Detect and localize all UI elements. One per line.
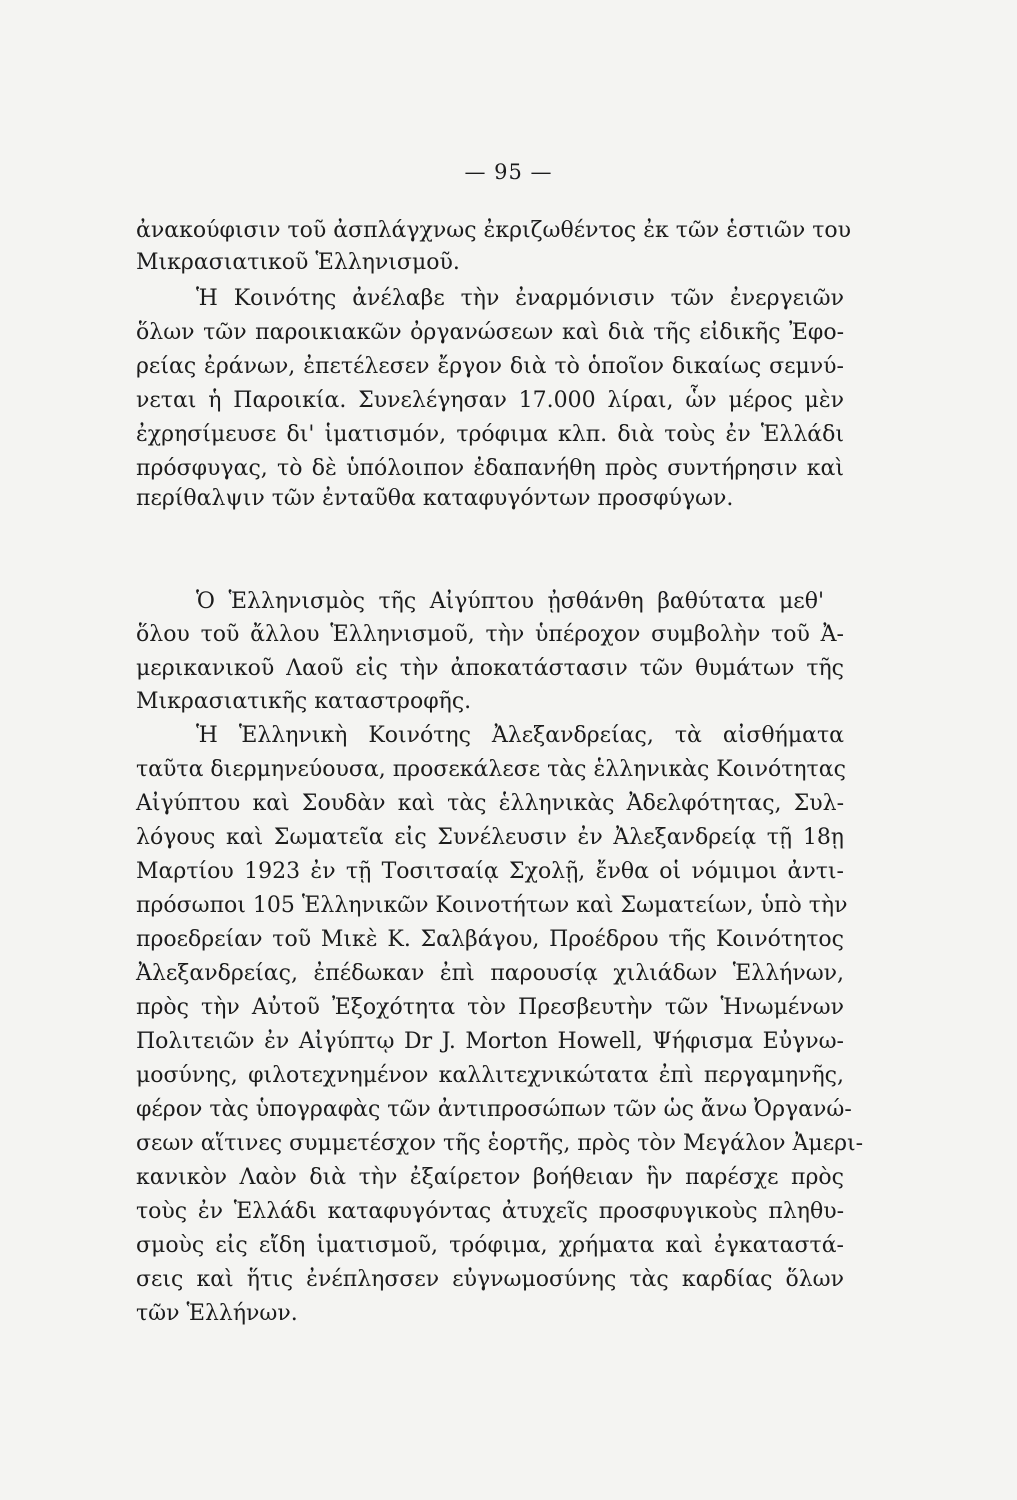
text-line: σεις καὶ ἥτις ἐνέπλησσεν εὐγνωμοσύνης τὰς καρδίας ὅλων	[136, 1267, 844, 1292]
text-line: ὅλου τοῦ ἄλλου Ἑλληνισμοῦ, τὴν ὑπέροχον συμβολὴν τοῦ Ἀ-	[136, 622, 844, 647]
text-line: ρείας ἐράνων, ἐπετέλεσεν ἔργον διὰ τὸ ὁποῖον δικαίως σεμνύ-	[136, 354, 844, 379]
text-line: Πολιτειῶν ἐν Αἰγύπτῳ Dr J. Morton Howell, Ψήφισμα Εὐγνω-	[136, 1029, 844, 1054]
text-line: Μικρασιατικῆς καταστροφῆς.	[136, 689, 472, 714]
text-line: μερικανικοῦ Λαοῦ εἰς τὴν ἀποκατάστασιν τῶν θυμάτων τῆς	[136, 656, 844, 681]
text-line: ἐχρησίμευσε δι' ἱματισμόν, τρόφιμα κλπ. διὰ τοὺς ἐν Ἑλλάδι	[136, 422, 844, 447]
text-line: Ἀλεξανδρείας, ἐπέδωκαν ἐπὶ παρουσίᾳ χιλιάδων Ἑλλήνων,	[136, 961, 844, 986]
text-line: Ἡ Ἑλληνικὴ Κοινότης Ἀλεξανδρείας, τὰ αἰσθήματα	[196, 723, 844, 748]
text-line: νεται ἡ Παροικία. Συνελέγησαν 17.000 λίραι, ὧν μέρος μὲν	[136, 388, 844, 413]
text-line: κανικὸν Λαὸν διὰ τὴν ἐξαίρετον βοήθειαν ἣν παρέσχε πρὸς	[136, 1165, 844, 1190]
text-line: Μαρτίου 1923 ἐν τῇ Τοσιτσαίᾳ Σχολῇ, ἔνθα οἱ νόμιμοι ἀντι-	[136, 859, 844, 884]
text-line: Μικρασιατικοῦ Ἑλληνισμοῦ.	[136, 250, 460, 275]
text-line: τῶν Ἑλλήνων.	[136, 1301, 298, 1326]
text-line: τοὺς ἐν Ἑλλάδι καταφυγόντας ἀτυχεῖς προσφυγικοὺς πληθυ-	[136, 1199, 844, 1224]
text-line: Ὁ Ἑλληνισμὸς τῆς Αἰγύπτου ᾐσθάνθη βαθύτατα μεθ'	[196, 589, 824, 614]
text-line: Αἰγύπτου καὶ Σουδὰν καὶ τὰς ἑλληνικὰς Ἀδελφότητας, Συλ-	[136, 791, 844, 816]
text-line: σμοὺς εἰς εἴδη ἱματισμοῦ, τρόφιμα, χρήματα καὶ ἐγκαταστά-	[136, 1233, 844, 1258]
text-line: φέρον τὰς ὑπογραφὰς τῶν ἀντιπροσώπων τῶν ὡς ἄνω Ὀργανώ-	[136, 1097, 852, 1122]
text-line: περίθαλψιν τῶν ἐνταῦθα καταφυγόντων προσφύγων.	[136, 486, 734, 511]
text-line: ὅλων τῶν παροικιακῶν ὀργανώσεων καὶ διὰ τῆς εἰδικῆς Ἐφο-	[136, 320, 844, 345]
text-line: λόγους καὶ Σωματεῖα εἰς Συνέλευσιν ἐν Ἀλεξανδρείᾳ τῇ 18ῃ	[136, 825, 844, 850]
text-line: προεδρείαν τοῦ Μικὲ Κ. Σαλβάγου, Προέδρου τῆς Κοινότητος	[136, 927, 844, 952]
text-line: πρόσωποι 105 Ἑλληνικῶν Κοινοτήτων καὶ Σωματείων, ὑπὸ τὴν	[136, 893, 848, 918]
text-line: ταῦτα διερμηνεύουσα, προσεκάλεσε τὰς ἑλληνικὰς Κοινότητας	[136, 757, 846, 782]
text-line: σεων αἵτινες συμμετέσχον τῆς ἑορτῆς, πρὸς τὸν Μεγάλον Ἀμερι-	[136, 1131, 864, 1156]
text-line: Ἡ Κοινότης ἀνέλαβε τὴν ἐναρμόνισιν τῶν ἐνεργειῶν	[196, 286, 844, 311]
text-line: μοσύνης, φιλοτεχνημένον καλλιτεχνικώτατα ἐπὶ περγαμηνῆς,	[136, 1063, 844, 1088]
text-line: ἀνακούφισιν τοῦ ἀσπλάγχνως ἐκριζωθέντος ἐκ τῶν ἑστιῶν του	[136, 218, 851, 243]
text-line: πρὸς τὴν Αὐτοῦ Ἐξοχότητα τὸν Πρεσβευτὴν τῶν Ἡνωμένων	[136, 995, 844, 1020]
page-number: — 95 —	[464, 160, 553, 184]
text-line: πρόσφυγας, τὸ δὲ ὑπόλοιπον ἐδαπανήθη πρὸς συντήρησιν καὶ	[136, 456, 844, 481]
